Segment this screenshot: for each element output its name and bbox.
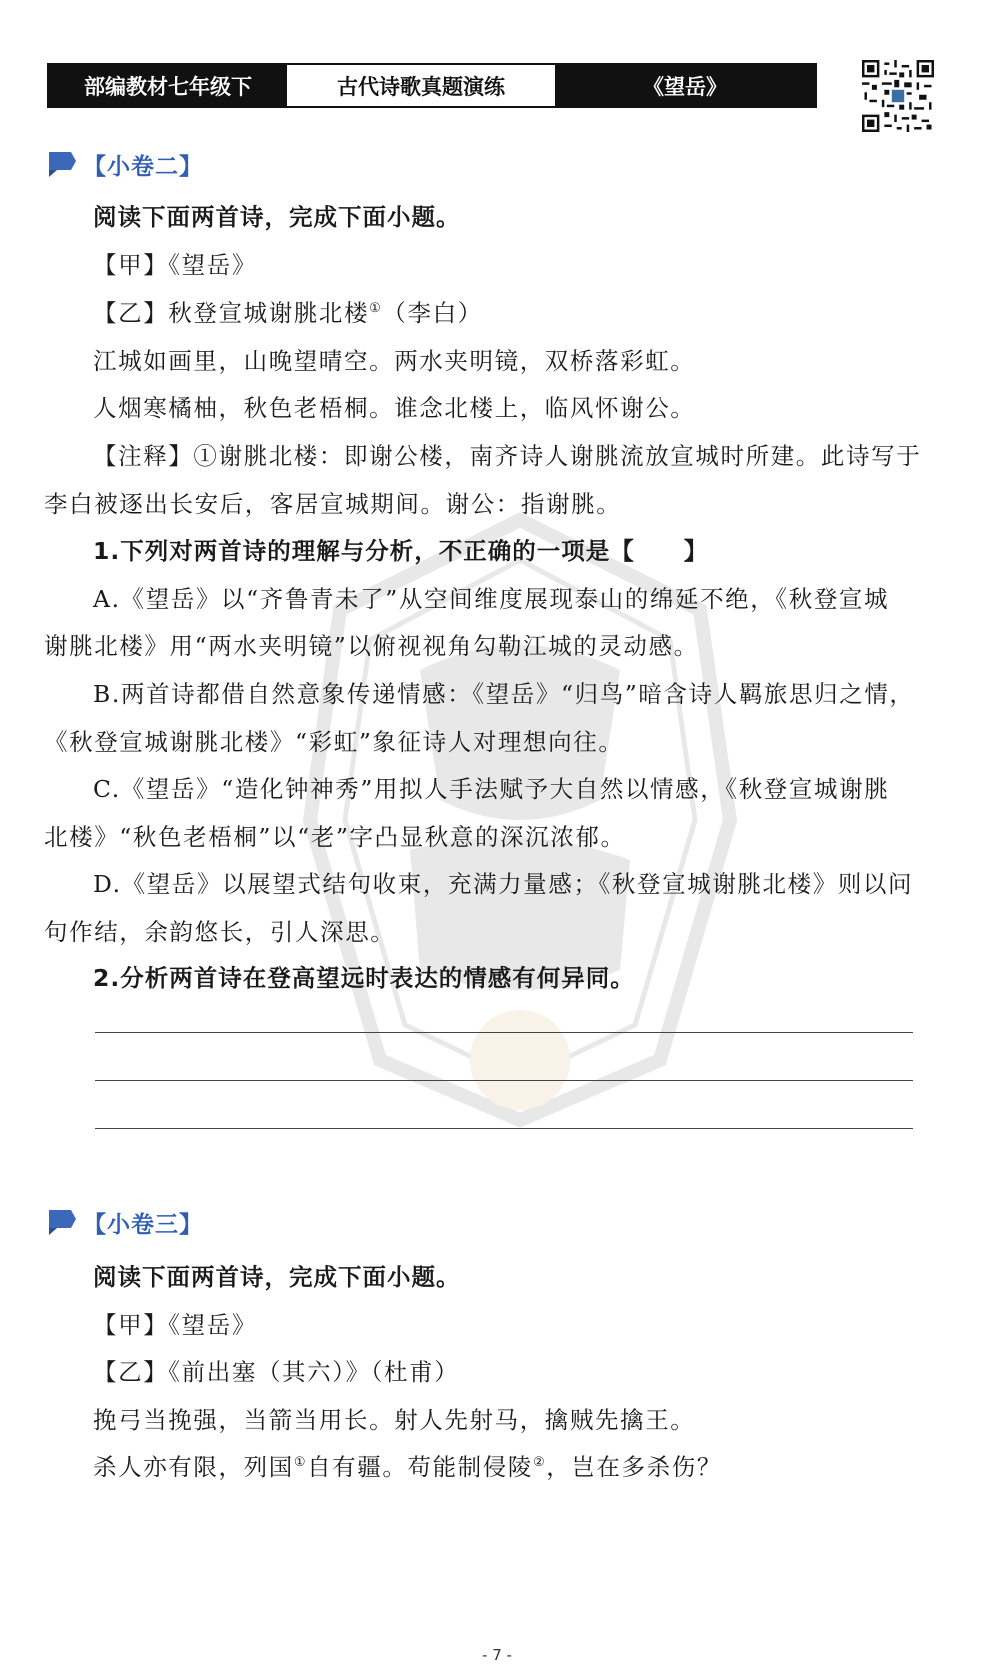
option-c-line-1: C.《望岳》“造化钟神秀”用拟人手法赋予大自然以情感，《秋登宣城谢朓 (93, 775, 890, 803)
footnote-mark: ② (532, 1455, 547, 1471)
section-3-poem-b: 【乙】《前出塞（其六）》（杜甫） (93, 1358, 460, 1386)
qr-code-icon (862, 60, 934, 132)
option-c-line-2: 北楼》“秋色老梧桐”以“老”字凸显秋意的深沉浓郁。 (44, 823, 626, 851)
section-3-poem-a: 【甲】《望岳》 (93, 1311, 257, 1339)
page-number: - 7 - (482, 1646, 512, 1664)
section-2-note-line-1: 【注释】①谢朓北楼：即谢公楼，南齐诗人谢朓流放宣城时所建。此诗写于 (93, 442, 922, 470)
option-a-line-2: 谢朓北楼》用“两水夹明镜”以俯视视角勾勒江城的灵动感。 (44, 632, 699, 660)
section-2-poem-a: 【甲】《望岳》 (93, 251, 257, 279)
answer-line[interactable] (95, 1128, 913, 1129)
section-2-note-line-2: 李白被逐出长安后，客居宣城期间。谢公：指谢朓。 (44, 490, 622, 518)
option-a-line-1: A.《望岳》以“齐鲁青未了”从空间维度展现泰山的绵延不绝，《秋登宣城 (93, 585, 890, 613)
section-3-heading (47, 1204, 203, 1240)
answer-line[interactable] (95, 1032, 913, 1033)
section-2-poem-b-line-1: 江城如画里，山晚望晴空。两水夹明镜，双桥落彩虹。 (93, 347, 696, 375)
footnote-mark: ① (293, 1455, 308, 1471)
section-3-poem-line-1: 挽弓当挽强，当箭当用长。射人先射马，擒贼先擒王。 (93, 1406, 696, 1434)
header-grade: 部编教材七年级下 (49, 65, 287, 106)
section-3-instruction: 阅读下面两首诗，完成下面小题。 (93, 1263, 461, 1291)
header-category: 古代诗歌真题演练 (287, 65, 555, 106)
option-d-line-1: D.《望岳》以展望式结句收束，充满力量感；《秋登宣城谢朓北楼》则以问 (93, 870, 914, 898)
flag-icon (47, 1208, 77, 1236)
header-bar (47, 63, 817, 108)
section-2-poem-b-line-2: 人烟寒橘柚，秋色老梧桐。谁念北楼上，临风怀谢公。 (93, 394, 696, 422)
option-b-line-2: 《秋登宣城谢朓北楼》“彩虹”象征诗人对理想向往。 (44, 728, 624, 756)
question-1: 1.下列对两首诗的理解与分析，不正确的一项是【 】 (93, 537, 709, 565)
section-2-heading (47, 146, 203, 182)
option-d-line-2: 句作结，余韵悠长，引人深思。 (44, 918, 396, 946)
section-3-poem-line-2: 杀人亦有限，列国①自有疆。苟能制侵陵②，岂在多杀伤？ (93, 1453, 722, 1481)
section-2-poem-b-title: 【乙】秋登宣城谢朓北楼①（李白） (93, 299, 483, 327)
header-poem-title: 《望岳》 (555, 65, 815, 106)
answer-line[interactable] (95, 1080, 913, 1081)
option-b-line-1: B.两首诗都借自然意象传递情感：《望岳》“归鸟”暗含诗人羁旅思归之情， (93, 680, 915, 708)
flag-icon (47, 150, 77, 178)
section-2-instruction: 阅读下面两首诗，完成下面小题。 (93, 203, 461, 231)
question-2: 2.分析两首诗在登高望远时表达的情感有何异同。 (93, 964, 635, 992)
section-2-title: 【小卷二】 (83, 153, 203, 180)
footnote-mark: ① (369, 301, 383, 317)
section-3-title: 【小卷三】 (83, 1211, 203, 1238)
